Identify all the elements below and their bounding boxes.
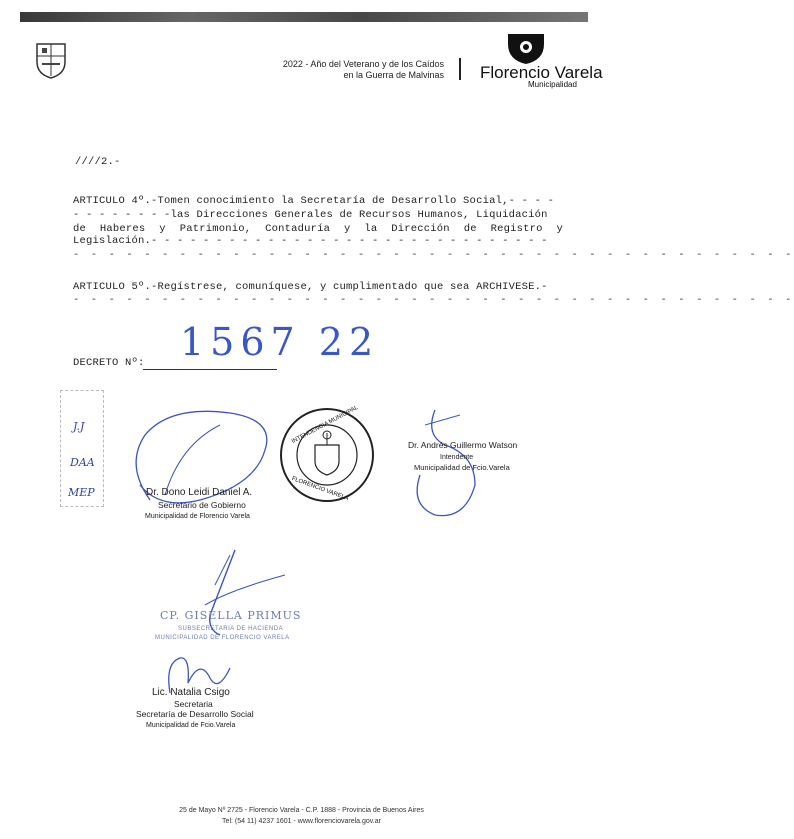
slogan-line-1: 2022 - Año del Veterano y de los Caídos	[282, 59, 444, 69]
article-4-line-4: Legislación.- - - - - - - - - - - - - - - - - - - - - - - - - - - - - - -	[73, 235, 548, 247]
bottom-signer-dept: Secretaría de Desarrollo Social	[136, 709, 254, 719]
left-signer-name: Dr. Dono Leidi Daniel A.	[146, 487, 253, 498]
right-signer-org: Municipalidad de Fcio.Varela	[414, 463, 510, 472]
header-slogan	[240, 59, 444, 81]
brand-subtitle: Municipalidad	[528, 80, 577, 89]
scan-edge-bar	[20, 12, 588, 22]
bottom-signer-org: Municipalidad de Fcio.Varela	[146, 722, 236, 729]
article-4-line-3: de Haberes y Patrimonio, Contaduría y la Dirección de Registro y	[73, 223, 563, 235]
initials-2: DAA	[70, 456, 95, 469]
seal-top-text: INTENDENCIA MUNICIPAL	[290, 404, 360, 446]
stamp-line-3: MUNICIPALIDAD DE FLORENCIO VARELA	[155, 635, 290, 641]
decree-number: 1567 22	[180, 320, 380, 364]
footer-address: 25 de Mayo Nº 2725 - Florencio Varela - C.P. 1888 - Provincia de Buenos Aires	[179, 807, 424, 814]
stamp-name: CP. GISELLA PRIMUS	[160, 609, 302, 622]
bottom-signer-name: Lic. Natalia Csigo	[152, 687, 230, 698]
left-signer-org: Municipalidad de Florencio Varela	[145, 513, 250, 520]
decree-label: DECRETO Nº:	[73, 357, 145, 369]
brand-name: Florencio Varela	[480, 63, 603, 82]
stamp-line-2: SUBSECRETARIA DE HACIENDA	[178, 626, 284, 632]
dash-line: - - - - - - - - - - - - - - - - - - - - - - - - - - - - - - - - - - - - - - - - -	[73, 294, 794, 306]
slogan-line-2: en la Guerra de Malvinas	[343, 70, 444, 80]
left-signature-scribble	[120, 405, 280, 515]
municipal-emblem-icon	[506, 34, 546, 64]
dash-line: - - - - - - - - - - - - - - - - - - - - - - - - - - - - - - - - - - - - - - - - -	[73, 249, 794, 261]
initials-1: J.J	[73, 420, 85, 433]
left-signer-title: Secretario de Gobierno	[158, 500, 246, 510]
coat-of-arms-logo	[34, 40, 68, 80]
initials-3: MEP	[68, 486, 95, 499]
right-signer-name: Dr. Andrés Guillermo Watson	[408, 440, 518, 450]
page-marker: ////2.-	[75, 156, 121, 168]
right-signer-title: Intendente	[440, 454, 474, 461]
seal-bottom-text: FLORENCIO VARELA	[290, 475, 350, 503]
decree-underline	[143, 369, 277, 370]
footer-contact: Tel: (54 11) 4237 1601 - www.florenciovarela.gov.ar	[222, 818, 381, 825]
header-divider	[459, 58, 461, 80]
article-5-line-1: ARTICULO 5º.-Regístrese, comuníquese, y cumplimentado que sea ARCHIVESE.-	[73, 281, 548, 293]
article-4-line-1: ARTICULO 4º.-Tomen conocimiento la Secretaría de Desarrollo Social,- - - -	[73, 195, 555, 207]
article-4-line-2: - - - - - - - -las Direcciones Generales de Recursos Humanos, Liquidación	[73, 209, 548, 221]
bottom-signer-title: Secretaria	[174, 699, 213, 709]
